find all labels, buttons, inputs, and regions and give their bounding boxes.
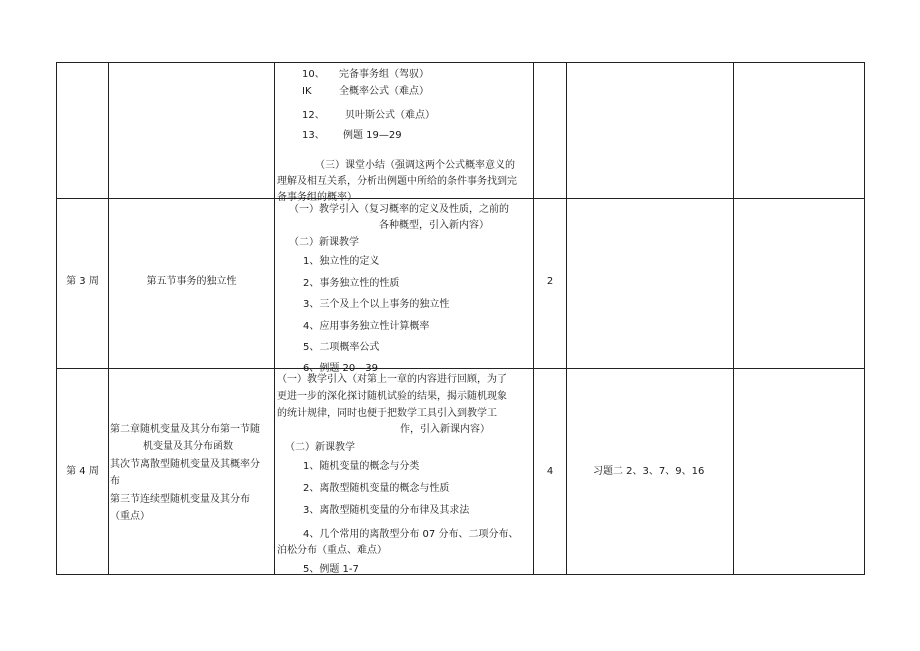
content-line: 全概率公式（难点）	[339, 86, 429, 97]
content-line: 3、离散型随机变量的分布律及其求法	[303, 505, 470, 516]
content-line: 泊松分布（重点、难点）	[277, 545, 387, 556]
hours-value: 4	[546, 466, 554, 477]
content-line: 各种概型，引入新内容）	[379, 220, 489, 231]
row2-content-cell	[275, 199, 533, 374]
content-line: IK	[302, 86, 312, 97]
row1-content-cell	[275, 63, 533, 203]
content-line: 2、离散型随机变量的概念与性质	[303, 483, 450, 494]
homework-assignment: 习题二 2、3、7、9、16	[593, 466, 705, 477]
content-line: 理解及相互关系，分析出例题中所给的条件事务找到完	[277, 176, 517, 187]
content-line: 的统计规律，同时也便于把数学工具引入到教学工	[277, 408, 497, 419]
content-line: 贝叶斯公式（难点）	[345, 110, 435, 121]
content-line: 完备事务组（驾驭）	[339, 69, 429, 80]
schedule-table	[56, 62, 865, 575]
content-line: 5、例题 1-7	[303, 564, 359, 575]
content-line: 3、三个及上个以上事务的独立性	[303, 299, 450, 310]
content-line: （二）新课教学	[289, 237, 359, 248]
row3-content-cell	[275, 369, 533, 574]
topic-line: （重点）	[110, 511, 150, 522]
content-line: 备事务组的概率）	[277, 192, 357, 203]
table-border-bottom	[56, 574, 865, 575]
column-divider	[733, 62, 734, 575]
content-line: 4、应用事务独立性计算概率	[303, 321, 430, 332]
content-line: （三）课堂小结（强调这两个公式概率意义的	[315, 160, 515, 171]
week-label: 第 3 周	[66, 276, 99, 287]
table-border-right	[864, 62, 865, 575]
table-border-left	[56, 62, 57, 575]
topic-label: 第五节事务的独立性	[146, 276, 237, 287]
content-line: （一）教学引入（复习概率的定义及性质，之前的	[289, 204, 509, 215]
column-divider	[566, 62, 567, 575]
content-line: 1、独立性的定义	[303, 256, 380, 267]
content-line: 13、	[302, 130, 325, 141]
content-line: 4、几个常用的离散型分布 07 分布、二项分布、	[303, 529, 519, 540]
content-line: 12、	[302, 110, 325, 121]
content-line: 6、例题 20—39	[303, 363, 378, 374]
hours-value: 2	[546, 276, 554, 287]
topic-line: 其次节离散型随机变量及其概率分	[110, 459, 260, 470]
content-line: 作，引入新课内容）	[400, 424, 490, 435]
content-line: 2、事务独立性的性质	[303, 278, 400, 289]
topic-line: 布	[110, 476, 120, 487]
topic-line: 第二章随机变量及其分布第一节随	[110, 424, 260, 435]
content-line: 10、	[302, 69, 325, 80]
week-label: 第 4 周	[66, 466, 99, 477]
topic-cell	[109, 369, 274, 574]
topic-line: 机变量及其分布函数	[143, 441, 233, 452]
content-line: （二）新课教学	[285, 442, 355, 453]
content-line: 1、随机变量的概念与分类	[303, 461, 420, 472]
topic-line: 第三节连续型随机变量及其分布	[110, 494, 250, 505]
column-divider	[533, 62, 534, 575]
content-line: 例题 19—29	[343, 130, 402, 141]
content-line: 5、二项概率公式	[303, 342, 380, 353]
content-line: 更进一步的深化探讨随机试验的结果，揭示随机现象	[277, 391, 507, 402]
content-line: （一）教学引入（对第上一章的内容进行回顾，为了	[277, 374, 507, 385]
